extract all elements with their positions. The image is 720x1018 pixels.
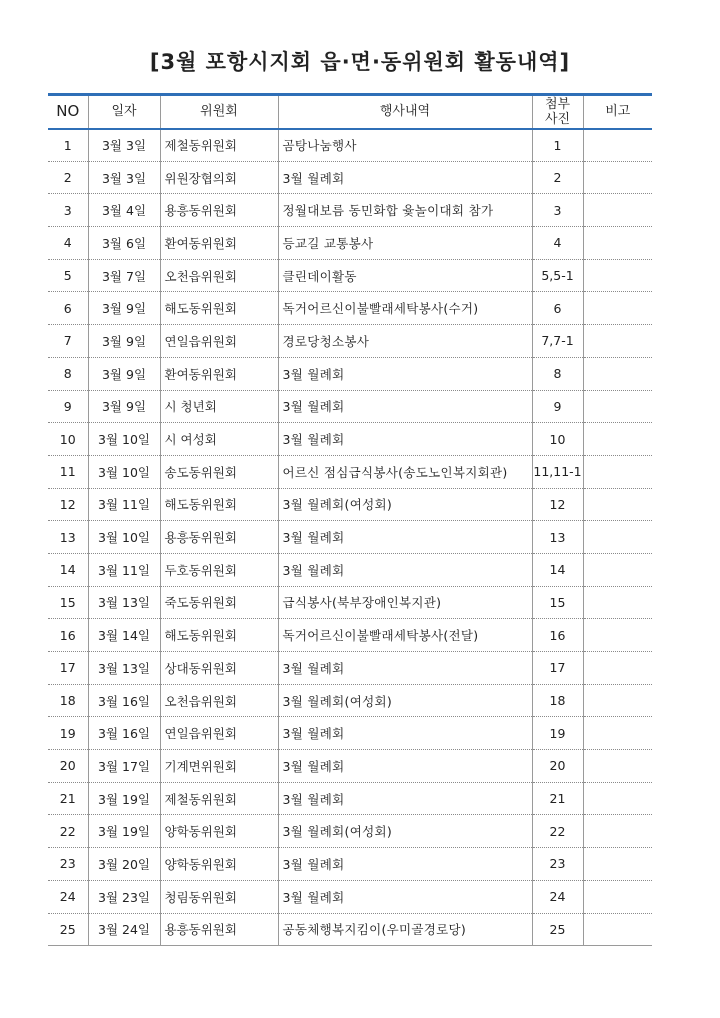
row-photo: 17	[532, 652, 583, 685]
row-no: 1	[48, 129, 88, 162]
row-photo: 15	[532, 586, 583, 619]
row-committee: 연일읍위원회	[160, 717, 278, 750]
table-row	[48, 619, 652, 652]
row-committee: 용흥동위원회	[160, 194, 278, 227]
row-photo: 12	[532, 488, 583, 521]
row-no: 11	[48, 455, 88, 488]
header-no: NO	[48, 95, 88, 129]
table-row	[48, 488, 652, 521]
row-date: 3월 16일	[88, 684, 160, 717]
row-note	[583, 521, 652, 554]
row-no: 9	[48, 390, 88, 423]
row-date: 3월 14일	[88, 619, 160, 652]
row-event: 3월 월례회	[278, 848, 532, 881]
row-event: 3월 월례회	[278, 521, 532, 554]
row-photo: 21	[532, 782, 583, 815]
row-note	[583, 553, 652, 586]
row-event: 3월 월례회(여성회)	[278, 684, 532, 717]
table-row	[48, 390, 652, 423]
table-row	[48, 652, 652, 685]
row-note	[583, 652, 652, 685]
row-note	[583, 488, 652, 521]
row-note	[583, 913, 652, 946]
row-photo: 19	[532, 717, 583, 750]
row-date: 3월 3일	[88, 161, 160, 194]
row-committee: 용흥동위원회	[160, 913, 278, 946]
row-event: 3월 월례회	[278, 161, 532, 194]
header-photo	[532, 95, 583, 129]
row-note	[583, 750, 652, 783]
row-no: 22	[48, 815, 88, 848]
row-no: 4	[48, 227, 88, 260]
row-photo: 8	[532, 357, 583, 390]
row-committee: 시 청년회	[160, 390, 278, 423]
row-committee: 제철동위원회	[160, 129, 278, 162]
row-note	[583, 390, 652, 423]
row-committee: 기계면위원회	[160, 750, 278, 783]
row-photo: 4	[532, 227, 583, 260]
row-no: 21	[48, 782, 88, 815]
table-row	[48, 848, 652, 881]
row-photo: 23	[532, 848, 583, 881]
row-no: 6	[48, 292, 88, 325]
row-no: 8	[48, 357, 88, 390]
row-photo: 5,5-1	[532, 259, 583, 292]
row-no: 14	[48, 553, 88, 586]
row-event: 3월 월례회	[278, 423, 532, 456]
row-photo: 16	[532, 619, 583, 652]
row-event: 3월 월례회(여성회)	[278, 815, 532, 848]
row-photo: 25	[532, 913, 583, 946]
row-committee: 양학동위원회	[160, 848, 278, 881]
row-photo: 13	[532, 521, 583, 554]
row-note	[583, 161, 652, 194]
table-row	[48, 423, 652, 456]
row-note	[583, 357, 652, 390]
row-committee: 해도동위원회	[160, 619, 278, 652]
table-row	[48, 161, 652, 194]
row-no: 25	[48, 913, 88, 946]
row-event: 3월 월례회(여성회)	[278, 488, 532, 521]
row-date: 3월 11일	[88, 553, 160, 586]
table-row	[48, 357, 652, 390]
table-row	[48, 880, 652, 913]
row-date: 3월 6일	[88, 227, 160, 260]
row-committee: 환여동위원회	[160, 357, 278, 390]
row-committee: 청림동위원회	[160, 880, 278, 913]
table-row	[48, 750, 652, 783]
row-note	[583, 129, 652, 162]
row-no: 3	[48, 194, 88, 227]
row-no: 18	[48, 684, 88, 717]
row-event: 3월 월례회	[278, 717, 532, 750]
row-photo: 1	[532, 129, 583, 162]
row-date: 3월 19일	[88, 815, 160, 848]
table-row	[48, 129, 652, 162]
row-committee: 해도동위원회	[160, 488, 278, 521]
table-row	[48, 259, 652, 292]
row-event: 독거어르신이불빨래세탁봉사(전달)	[278, 619, 532, 652]
row-date: 3월 23일	[88, 880, 160, 913]
row-date: 3월 9일	[88, 325, 160, 358]
row-event: 어르신 점심급식봉사(송도노인복지회관)	[278, 455, 532, 488]
row-event: 클린데이활동	[278, 259, 532, 292]
row-no: 20	[48, 750, 88, 783]
activity-table	[48, 93, 652, 946]
row-committee: 시 여성회	[160, 423, 278, 456]
row-date: 3월 7일	[88, 259, 160, 292]
row-committee: 제철동위원회	[160, 782, 278, 815]
row-date: 3월 10일	[88, 521, 160, 554]
row-event: 정월대보름 동민화합 윷놀이대회 참가	[278, 194, 532, 227]
row-note	[583, 684, 652, 717]
row-committee: 환여동위원회	[160, 227, 278, 260]
row-event: 공동체행복지킴이(우미골경로당)	[278, 913, 532, 946]
row-committee: 두호동위원회	[160, 553, 278, 586]
row-note	[583, 782, 652, 815]
row-photo: 10	[532, 423, 583, 456]
table-row	[48, 684, 652, 717]
row-date: 3월 13일	[88, 586, 160, 619]
row-note	[583, 194, 652, 227]
row-event: 3월 월례회	[278, 750, 532, 783]
table-row	[48, 455, 652, 488]
row-date: 3월 10일	[88, 455, 160, 488]
row-no: 7	[48, 325, 88, 358]
row-photo: 2	[532, 161, 583, 194]
row-note	[583, 848, 652, 881]
header-note: 비고	[583, 95, 652, 129]
table-row	[48, 553, 652, 586]
row-no: 24	[48, 880, 88, 913]
row-note	[583, 717, 652, 750]
row-committee: 연일읍위원회	[160, 325, 278, 358]
row-photo: 7,7-1	[532, 325, 583, 358]
row-date: 3월 19일	[88, 782, 160, 815]
table-row	[48, 194, 652, 227]
table-row	[48, 815, 652, 848]
row-committee: 오천읍위원회	[160, 684, 278, 717]
row-photo: 11,11-1	[532, 455, 583, 488]
row-event: 3월 월례회	[278, 390, 532, 423]
row-date: 3월 11일	[88, 488, 160, 521]
row-date: 3월 9일	[88, 390, 160, 423]
table-row	[48, 521, 652, 554]
header-date: 일자	[88, 95, 160, 129]
row-photo: 24	[532, 880, 583, 913]
row-note	[583, 455, 652, 488]
row-event: 등교길 교통봉사	[278, 227, 532, 260]
row-no: 15	[48, 586, 88, 619]
table-header-row	[48, 95, 652, 129]
row-event: 3월 월례회	[278, 357, 532, 390]
row-no: 16	[48, 619, 88, 652]
row-committee: 죽도동위원회	[160, 586, 278, 619]
row-photo: 14	[532, 553, 583, 586]
row-event: 3월 월례회	[278, 880, 532, 913]
row-date: 3월 9일	[88, 292, 160, 325]
row-event: 3월 월례회	[278, 652, 532, 685]
row-note	[583, 292, 652, 325]
table-row	[48, 586, 652, 619]
row-photo: 20	[532, 750, 583, 783]
row-date: 3월 20일	[88, 848, 160, 881]
row-date: 3월 16일	[88, 717, 160, 750]
table-row	[48, 717, 652, 750]
row-no: 19	[48, 717, 88, 750]
row-photo: 6	[532, 292, 583, 325]
header-committee: 위원회	[160, 95, 278, 129]
row-photo: 3	[532, 194, 583, 227]
page-title: [3월 포항시지회 읍·면·동위원회 활동내역]	[149, 50, 571, 74]
row-no: 10	[48, 423, 88, 456]
table-row	[48, 782, 652, 815]
row-no: 23	[48, 848, 88, 881]
row-note	[583, 815, 652, 848]
row-no: 2	[48, 161, 88, 194]
row-committee: 용흥동위원회	[160, 521, 278, 554]
row-date: 3월 24일	[88, 913, 160, 946]
table-row	[48, 325, 652, 358]
row-note	[583, 619, 652, 652]
row-photo: 22	[532, 815, 583, 848]
row-photo: 9	[532, 390, 583, 423]
row-no: 17	[48, 652, 88, 685]
row-committee: 상대동위원회	[160, 652, 278, 685]
header-event: 행사내역	[278, 95, 532, 129]
row-committee: 위원장협의회	[160, 161, 278, 194]
row-note	[583, 325, 652, 358]
row-event: 독거어르신이불빨래세탁봉사(수거)	[278, 292, 532, 325]
row-date: 3월 4일	[88, 194, 160, 227]
row-note	[583, 423, 652, 456]
row-committee: 송도동위원회	[160, 455, 278, 488]
row-event: 3월 월례회	[278, 553, 532, 586]
row-date: 3월 9일	[88, 357, 160, 390]
row-event: 곰탕나눔행사	[278, 129, 532, 162]
table-row	[48, 913, 652, 946]
row-note	[583, 880, 652, 913]
row-committee: 양학동위원회	[160, 815, 278, 848]
row-no: 5	[48, 259, 88, 292]
row-note	[583, 586, 652, 619]
row-no: 12	[48, 488, 88, 521]
row-event: 급식봉사(북부장애인복지관)	[278, 586, 532, 619]
row-date: 3월 10일	[88, 423, 160, 456]
row-event: 3월 월례회	[278, 782, 532, 815]
row-no: 13	[48, 521, 88, 554]
row-photo: 18	[532, 684, 583, 717]
row-note	[583, 259, 652, 292]
header-photo-line1: 첨부	[544, 96, 571, 112]
row-committee: 해도동위원회	[160, 292, 278, 325]
row-date: 3월 17일	[88, 750, 160, 783]
table-row	[48, 227, 652, 260]
row-note	[583, 227, 652, 260]
row-date: 3월 13일	[88, 652, 160, 685]
row-date: 3월 3일	[88, 129, 160, 162]
table-row	[48, 292, 652, 325]
header-photo-line2: 사진	[544, 111, 571, 127]
row-event: 경로당청소봉사	[278, 325, 532, 358]
row-committee: 오천읍위원회	[160, 259, 278, 292]
